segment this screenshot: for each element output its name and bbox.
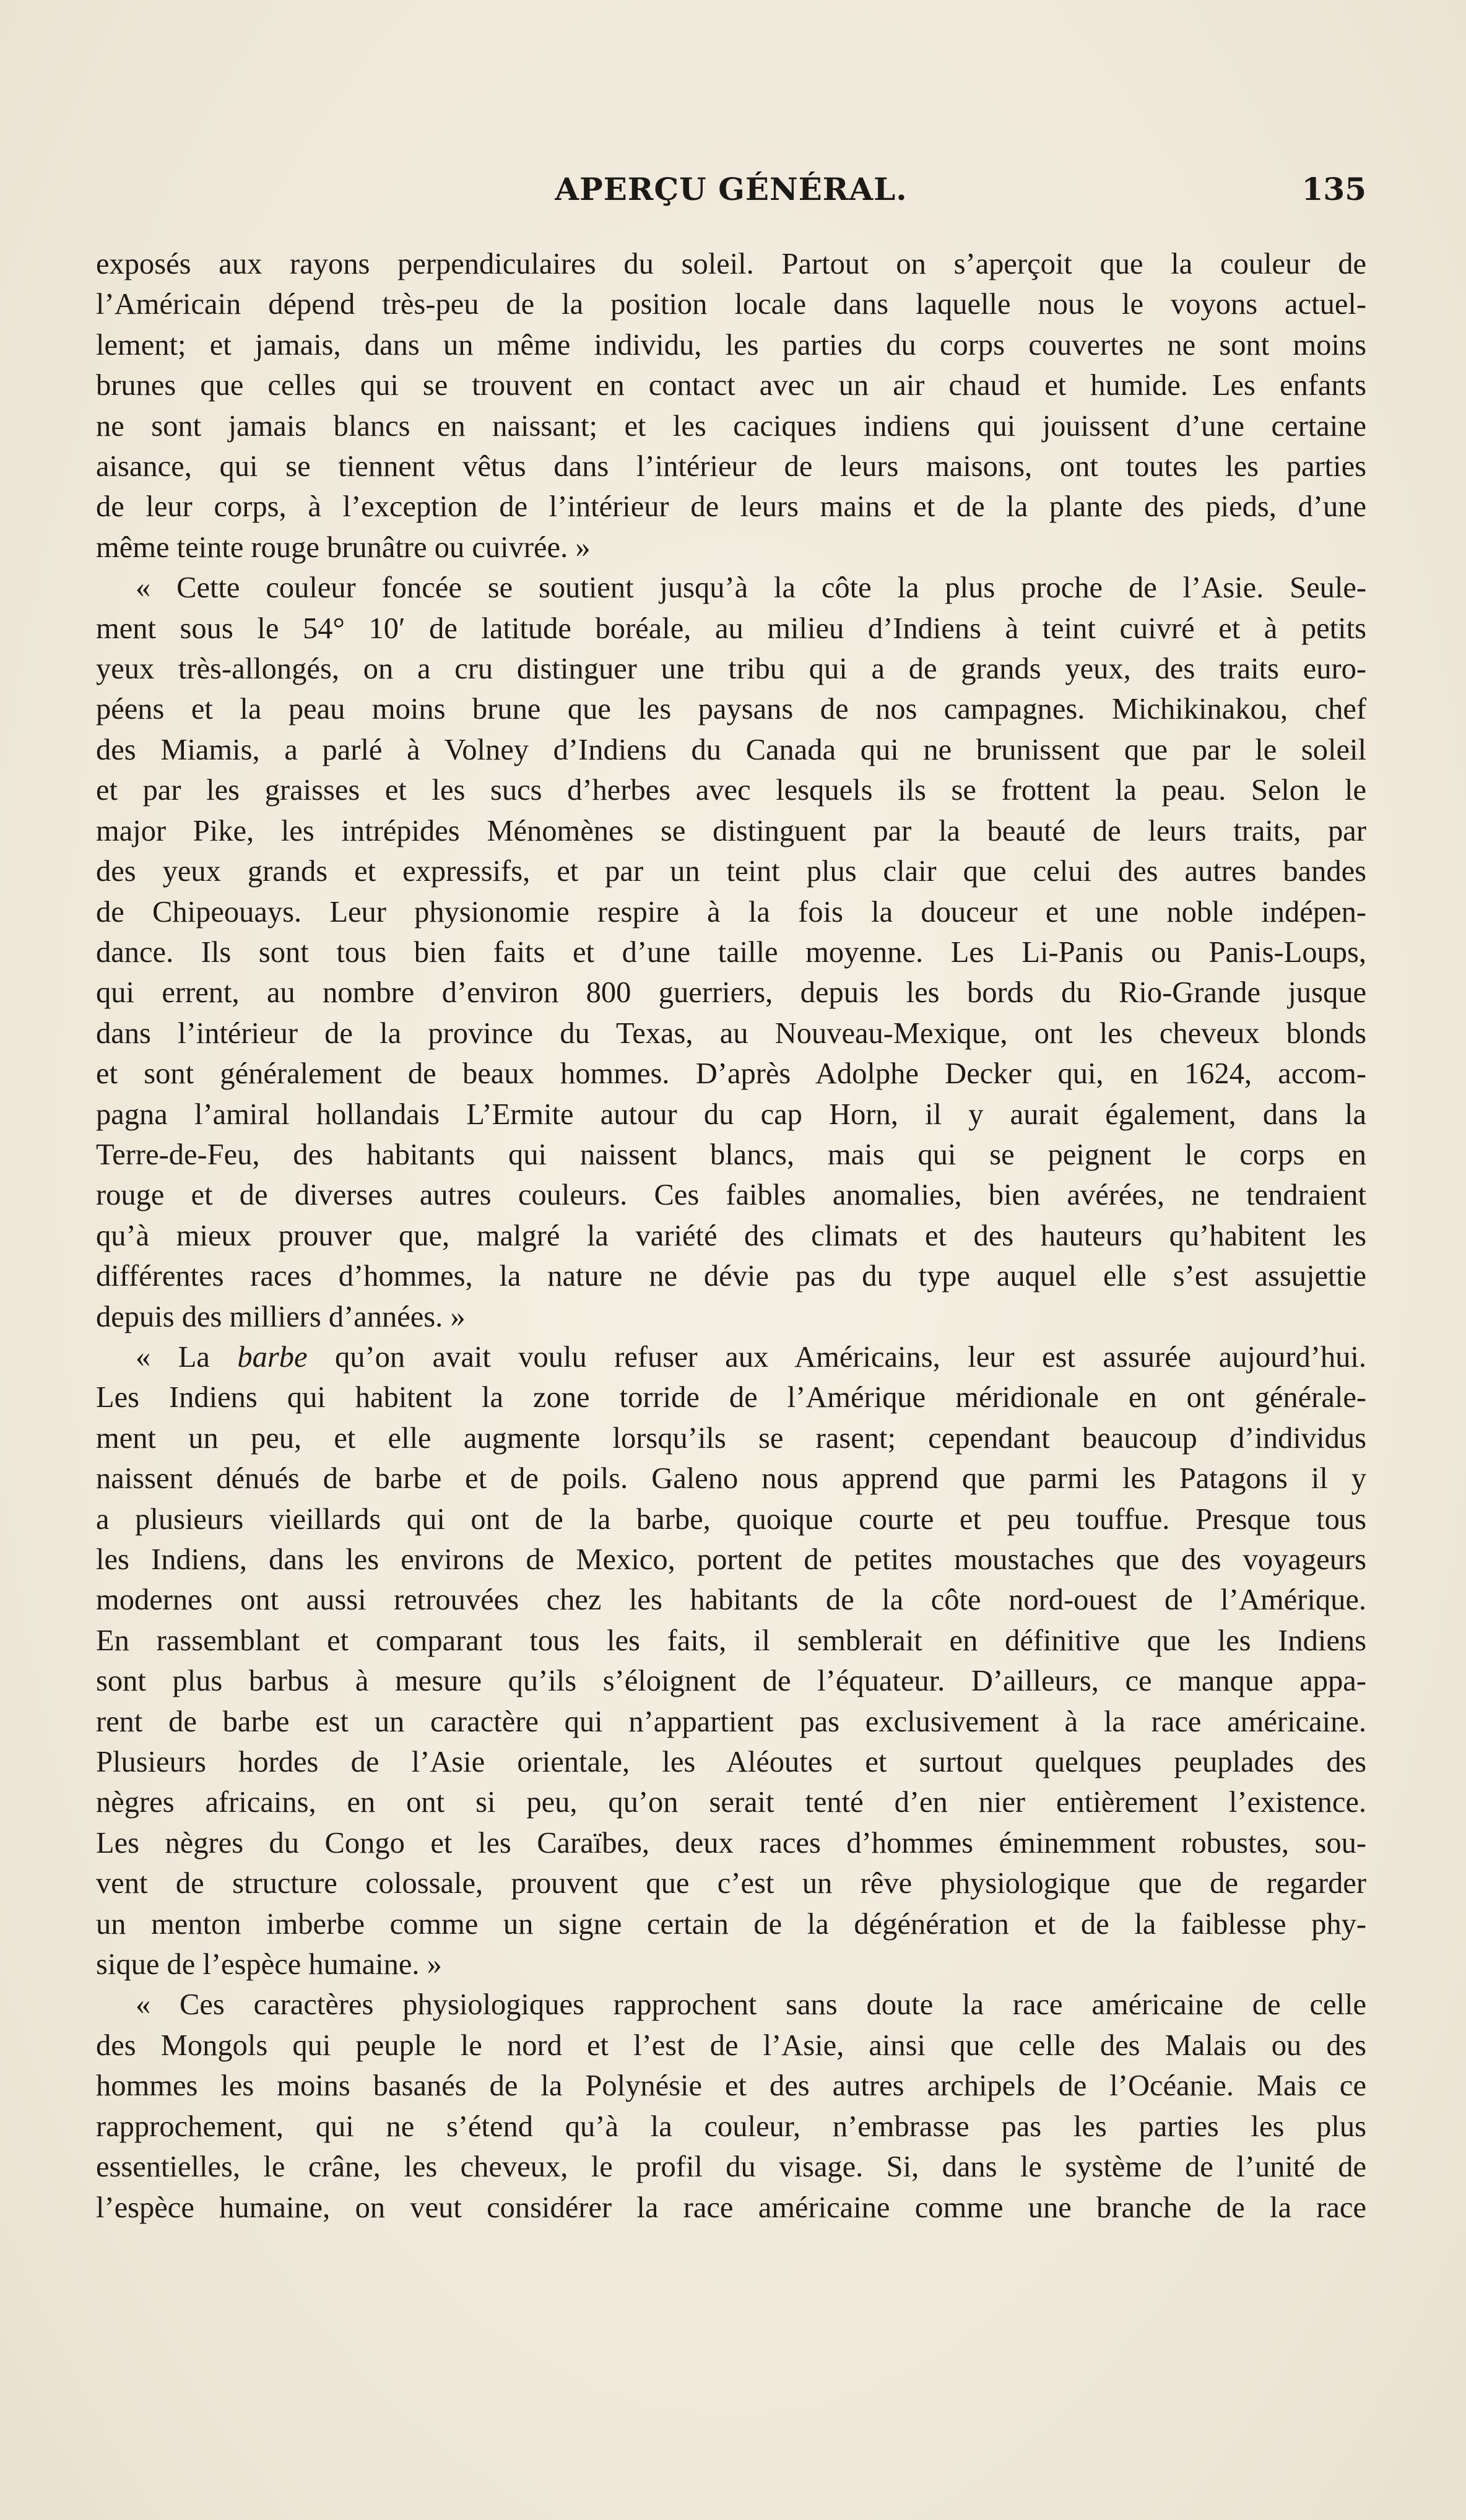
text-line: l’espèce humaine, on veut considérer la race américaine comme une branche de la race [96,2191,1366,2224]
text-line: même teinte rouge brunâtre ou cuivrée. » [96,530,591,564]
running-title: APERÇU GÉNÉRAL. [555,171,908,207]
text-line: rent de barbe est un caractère qui n’appartient pas exclusivement à la race américaine. [96,1705,1366,1738]
text-line: qui errent, au nombre d’environ 800 guerriers, depuis les bords du Rio-Grande jusque [96,976,1366,1010]
text-line: pagna l’amiral hollandais L’Ermite autour du cap Horn, il y aurait également, dans la [96,1098,1366,1131]
text-line: yeux très-allongés, on a cru distinguer une tribu qui a de grands yeux, des traits euro- [96,652,1366,686]
text-line: essentielles, le crâne, les cheveux, le profil du visage. Si, dans le système de l’unité de [96,2150,1366,2184]
text-line: exposés aux rayons perpendiculaires du soleil. Partout on s’aperçoit que la couleur de [96,248,1366,280]
page-number: 135 [1301,171,1366,207]
text-line: nègres africains, en ont si peu, qu’on serait tenté d’en nier entièrement l’existence. [96,1786,1366,1819]
text-fragment: qu’on avait voulu refuser aux Américains, leur est assurée aujourd’hui. [307,1340,1367,1374]
text-line: ment sous le 54° 10′ de latitude boréale, au milieu d’Indiens à teint cuivré et à petits [96,612,1366,645]
text-line: depuis des milliers d’années. » [96,1300,466,1333]
page-header [96,171,1366,220]
text-line: sique de l’espèce humaine. » [96,1948,442,1981]
text-line: dans l’intérieur de la province du Texas, au Nouveau-Mexique, ont les cheveux blonds [96,1016,1366,1050]
body-text [96,244,1366,2228]
text-line: des yeux grands et expressifs, et par un teint plus clair que celui des autres bandes [96,855,1366,888]
text-line: En rassemblant et comparant tous les faits, il semblerait en définitive que les Indiens [96,1624,1366,1657]
text-line: différentes races d’hommes, la nature ne dévie pas du type auquel elle s’est assujettie [96,1260,1366,1293]
text-fragment: « La [136,1340,238,1374]
text-line: péens et la peau moins brune que les paysans de nos campagnes. Michikinakou, chef [96,693,1366,726]
text-line: rouge et de diverses autres couleurs. Ces faibles anomalies, bien avérées, ne tendraient [96,1179,1366,1212]
text-line: ne sont jamais blancs en naissant; et les caciques indiens qui jouissent d’une certaine [96,409,1366,443]
text-line: lement; et jamais, dans un même individu, les parties du corps couvertes ne sont moins [96,328,1366,362]
text-line: Les nègres du Congo et les Caraïbes, deux races d’hommes éminemment robustes, sou- [96,1826,1366,1860]
text-line: des Mongols qui peuple le nord et l’est de l’Asie, ainsi que celle des Malais ou des [96,2029,1366,2062]
paragraph-4 [96,1985,1366,2227]
text-line: vent de structure colossale, prouvent que c’est un rêve physiologique que de regarder [96,1867,1366,1900]
text-line: rapprochement, qui ne s’étend qu’à la couleur, n’embrasse pas les parties les plus [96,2110,1366,2143]
text-line: modernes ont aussi retrouvées chez les habitants de la côte nord-ouest de l’Amérique. [96,1583,1366,1617]
text-line: hommes les moins basanés de la Polynésie et des autres archipels de l’Océanie. Mais ce [96,2069,1366,2103]
text-line: major Pike, les intrépides Ménomènes se distinguent par la beauté de leurs traits, par [96,814,1366,847]
text-line: dance. Ils sont tous bien faits et d’une taille moyenne. Les Li-Panis ou Panis-Loups, [96,935,1366,969]
text-line: qu’à mieux prouver que, malgré la variété des climats et des hauteurs qu’habitent les [96,1219,1366,1252]
text-line: « Cette couleur foncée se soutient jusqu’à la côte la plus proche de l’Asie. Seule- [136,571,1366,605]
text-line: Terre-de-Feu, des habitants qui naissent blancs, mais qui se peignent le corps en [96,1138,1366,1171]
italic-term: barbe [237,1340,308,1374]
text-line: de leur corps, à l’exception de l’intérieur de leurs mains et de la plante des pieds, d’une [96,490,1366,524]
text-line: naissent dénués de barbe et de poils. Galeno nous apprend que parmi les Patagons il y [96,1462,1366,1496]
text-line: Les Indiens qui habitent la zone torride de l’Amérique méridionale en ont générale- [96,1381,1366,1414]
text-line: brunes que celles qui se trouvent en contact avec un air chaud et humide. Les enfants [96,369,1366,402]
text-line: « Ces caractères physiologiques rapprochent sans doute la race américaine de celle [136,1988,1366,2022]
text-line: aisance, qui se tiennent vêtus dans l’intérieur de leurs maisons, ont toutes les parties [96,450,1366,483]
paragraph-2 [96,568,1366,1337]
text-line: Plusieurs hordes de l’Asie orientale, les Aléoutes et surtout quelques peuplades des [96,1746,1366,1779]
text-line: sont plus barbus à mesure qu’ils s’éloignent de l’équateur. D’ailleurs, ce manque appa- [96,1665,1366,1698]
text-line: ment un peu, et elle augmente lorsqu’ils se rasent; cependant beaucoup d’individus [96,1421,1366,1455]
text-line: les Indiens, dans les environs de Mexico, portent de petites moustaches que des voyageurs [96,1543,1366,1576]
text-line: et par les graisses et les sucs d’herbes avec lesquels ils se frottent la peau. Selon le [96,774,1366,807]
text-line: de Chipeouays. Leur physionomie respire à la fois la douceur et une noble indépen- [96,895,1366,929]
paragraph-1 [96,244,1366,568]
paragraph-3 [96,1337,1366,1985]
text-line: des Miamis, a parlé à Volney d’Indiens du Canada qui ne brunissent que par le soleil [96,733,1366,766]
text-line: l’Américain dépend très-peu de la position locale dans laquelle nous le voyons actuel- [96,288,1366,321]
text-line: et sont généralement de beaux hommes. D’après Adolphe Decker qui, en 1624, accom- [96,1057,1366,1091]
text-line: un menton imberbe comme un signe certain de la dégénération et de la faiblesse phy- [96,1907,1366,1941]
text-line-with-italic [96,1337,1366,1377]
text-line: a plusieurs vieillards qui ont de la barbe, quoique courte et peu touffue. Presque tous [96,1502,1366,1536]
